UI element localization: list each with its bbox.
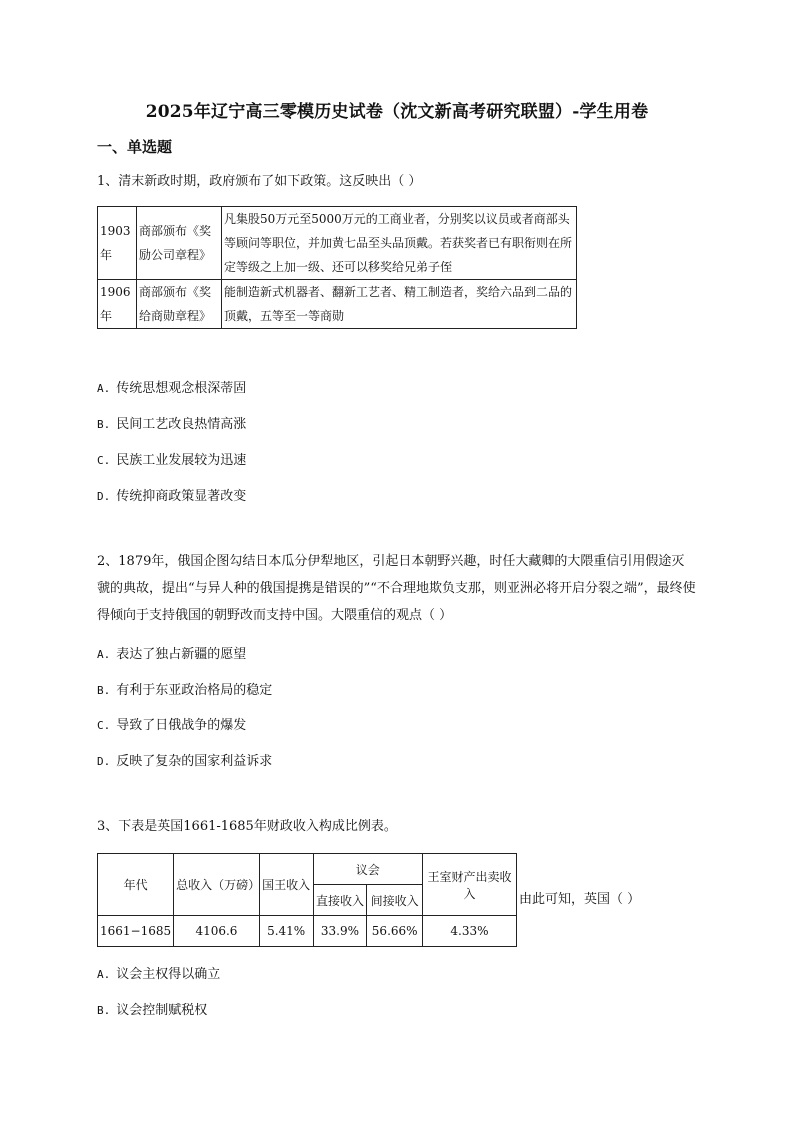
- table-row: [98, 916, 517, 947]
- section-heading: 一、单选题: [97, 138, 173, 156]
- question-3-option-b[interactable]: [97, 999, 207, 1018]
- option-key: D.: [97, 490, 111, 503]
- table-row: [98, 207, 577, 280]
- option-key: A.: [97, 968, 111, 981]
- option-text: 议会控制赋税权: [116, 1003, 208, 1018]
- option-text: 民间工艺改良热情高涨: [116, 417, 247, 432]
- question-1-option-c[interactable]: [97, 449, 246, 468]
- option-text: 民族工业发展较为迅速: [116, 453, 247, 468]
- question-1-option-a[interactable]: [97, 377, 246, 396]
- question-3-stem: 3、下表是英国1661-1685年财政收入构成比例表。: [97, 819, 397, 834]
- table-header-total: 总收入（万磅）: [174, 854, 260, 916]
- table-row: [98, 280, 577, 329]
- question-2-option-a[interactable]: [97, 643, 246, 662]
- table-cell-year: 1903年: [98, 207, 137, 280]
- option-text: 议会主权得以确立: [116, 967, 221, 982]
- table-cell-year: 1906年: [98, 280, 137, 329]
- table-header-indirect: 间接收入: [367, 885, 423, 916]
- table-header-king: 国王收入: [259, 854, 313, 916]
- table-cell-act: 商部颁布《奖励公司章程》: [137, 207, 222, 280]
- option-key: D.: [97, 755, 111, 768]
- option-text: 反映了复杂的国家利益诉求: [116, 754, 273, 769]
- table-header-royal: 王室财产出卖收入: [422, 854, 516, 916]
- table-cell-total: 4106.6: [174, 916, 260, 947]
- option-text: 导致了日俄战争的爆发: [116, 718, 247, 733]
- table-cell-direct: 33.9%: [313, 916, 367, 947]
- table-row: [98, 854, 517, 885]
- question-3-option-a[interactable]: [97, 963, 220, 982]
- option-text: 传统思想观念根深蒂固: [116, 381, 247, 396]
- option-key: B.: [97, 1004, 111, 1017]
- question-1-stem: 1、清末新政时期，政府颁布了如下政策。这反映出（ ）: [97, 174, 422, 189]
- page-title: 2025年辽宁高三零模历史试卷（沈文新高考研究联盟）-学生用卷: [145, 102, 649, 122]
- option-key: C.: [97, 454, 111, 467]
- table-cell-royal: 4.33%: [422, 916, 516, 947]
- question-2-option-c[interactable]: [97, 714, 246, 733]
- table-cell-content: 能制造新式机器者、翻新工艺者、精工制造者，奖给六品到二品的顶戴，五等至一等商勋: [222, 280, 577, 329]
- table-cell-act: 商部颁布《奖给商勋章程》: [137, 280, 222, 329]
- option-text: 传统抑商政策显著改变: [116, 489, 247, 504]
- table-cell-year: 1661−1685: [98, 916, 174, 947]
- question-2-stem: 2、1879年，俄国企图勾结日本瓜分伊犁地区，引起日本朝野兴趣，时任大藏卿的大隈重信引用假途灭虢的典故，提出“与异人种的俄国提携是错误的”“不合理地欺负支那，则亚洲必将开启分裂之端”，最终使得倾向于支持俄国的朝野改而支持中国。大隈重信的观点（ ）: [97, 554, 696, 623]
- table-cell-king: 5.41%: [259, 916, 313, 947]
- question-1-option-d[interactable]: [97, 485, 246, 504]
- option-key: A.: [97, 382, 111, 395]
- question-3-table: [97, 853, 517, 947]
- option-key: B.: [97, 418, 111, 431]
- table-header-parliament: 议会: [313, 854, 422, 885]
- option-text: 表达了独占新疆的愿望: [116, 647, 247, 662]
- table-header-direct: 直接收入: [313, 885, 367, 916]
- option-key: C.: [97, 719, 111, 732]
- question-1-table: [97, 206, 577, 329]
- table-cell-indirect: 56.66%: [367, 916, 423, 947]
- question-2-option-b[interactable]: [97, 679, 272, 698]
- table-cell-content: 凡集股50万元至5000万元的工商业者，分别奖以议员或者商部头等顾问等职位，并加黄七品至头品顶戴。若获奖者已有职衔则在所定等级之上加一级、还可以移奖给兄弟子侄: [222, 207, 577, 280]
- option-text: 有利于东亚政治格局的稳定: [116, 683, 273, 698]
- table-header-year: 年代: [98, 854, 174, 916]
- option-key: A.: [97, 648, 111, 661]
- question-3-stem-continued: 由此可知，英国（ ）: [519, 892, 641, 907]
- question-2-option-d[interactable]: [97, 750, 272, 769]
- option-key: B.: [97, 684, 111, 697]
- question-1-option-b[interactable]: [97, 413, 246, 432]
